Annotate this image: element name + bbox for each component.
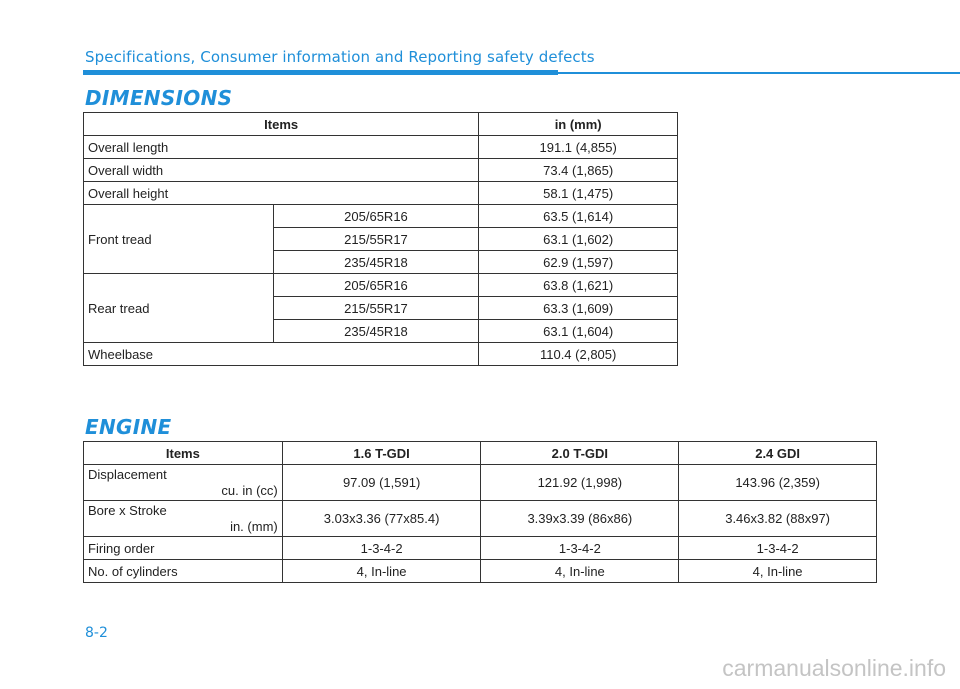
table-row <box>84 560 877 583</box>
row-label: Overall width <box>84 159 479 182</box>
column-header-unit: in (mm) <box>479 113 678 136</box>
row-unit: cu. in (cc) <box>221 483 278 498</box>
row-value: 63.5 (1,614) <box>479 205 678 228</box>
row-value: 58.1 (1,475) <box>479 182 678 205</box>
column-header-items: Items <box>84 113 479 136</box>
row-unit: in. (mm) <box>230 519 278 534</box>
row-value: 97.09 (1,591) <box>282 465 481 501</box>
row-value: 3.39x3.39 (86x86) <box>481 501 679 537</box>
row-value: 4, In-line <box>282 560 481 583</box>
table-row <box>84 182 678 205</box>
row-label: Overall length <box>84 136 479 159</box>
row-label-cell <box>84 501 283 537</box>
row-label: Bore x Stroke <box>88 503 167 518</box>
row-label: Overall height <box>84 182 479 205</box>
header-rule <box>83 70 558 75</box>
table-row <box>84 343 678 366</box>
table-row <box>84 136 678 159</box>
engine-table <box>83 441 877 583</box>
row-label: Firing order <box>84 537 283 560</box>
tire-size: 235/45R18 <box>273 251 479 274</box>
table-header-row <box>84 113 678 136</box>
row-value: 110.4 (2,805) <box>479 343 678 366</box>
row-label: Front tread <box>84 205 274 274</box>
tire-size: 205/65R16 <box>273 205 479 228</box>
row-value: 63.8 (1,621) <box>479 274 678 297</box>
header-rule-thin <box>558 72 960 74</box>
row-value: 63.1 (1,602) <box>479 228 678 251</box>
row-value: 4, In-line <box>481 560 679 583</box>
row-value: 1-3-4-2 <box>481 537 679 560</box>
row-value: 143.96 (2,359) <box>679 465 877 501</box>
table-row <box>84 274 678 297</box>
row-value: 121.92 (1,998) <box>481 465 679 501</box>
tire-size: 235/45R18 <box>273 320 479 343</box>
engine-heading: ENGINE <box>85 415 172 439</box>
row-value: 62.9 (1,597) <box>479 251 678 274</box>
tire-size: 205/65R16 <box>273 274 479 297</box>
page-number: 8-2 <box>85 625 108 641</box>
dimensions-heading: DIMENSIONS <box>85 86 233 110</box>
watermark-text: carmanualsonline.info <box>722 655 946 681</box>
tire-size: 215/55R17 <box>273 228 479 251</box>
row-label: Wheelbase <box>84 343 479 366</box>
row-label: No. of cylinders <box>84 560 283 583</box>
tire-size: 215/55R17 <box>273 297 479 320</box>
row-value: 73.4 (1,865) <box>479 159 678 182</box>
table-row <box>84 537 877 560</box>
row-value: 3.46x3.82 (88x97) <box>679 501 877 537</box>
row-label: Rear tread <box>84 274 274 343</box>
row-label-cell <box>84 465 283 501</box>
table-row <box>84 159 678 182</box>
header-title: Specifications, Consumer information and Reporting safety defects <box>85 48 595 66</box>
row-value: 1-3-4-2 <box>679 537 877 560</box>
table-row <box>84 205 678 228</box>
row-value: 63.3 (1,609) <box>479 297 678 320</box>
row-value: 191.1 (4,855) <box>479 136 678 159</box>
row-value: 4, In-line <box>679 560 877 583</box>
dimensions-table <box>83 112 678 366</box>
column-header: 2.4 GDI <box>679 442 877 465</box>
column-header: 1.6 T-GDI <box>282 442 481 465</box>
table-row <box>84 501 877 537</box>
table-row <box>84 465 877 501</box>
row-value: 63.1 (1,604) <box>479 320 678 343</box>
row-value: 3.03x3.36 (77x85.4) <box>282 501 481 537</box>
table-header-row <box>84 442 877 465</box>
column-header: Items <box>84 442 283 465</box>
row-label: Displacement <box>88 467 167 482</box>
column-header: 2.0 T-GDI <box>481 442 679 465</box>
row-value: 1-3-4-2 <box>282 537 481 560</box>
